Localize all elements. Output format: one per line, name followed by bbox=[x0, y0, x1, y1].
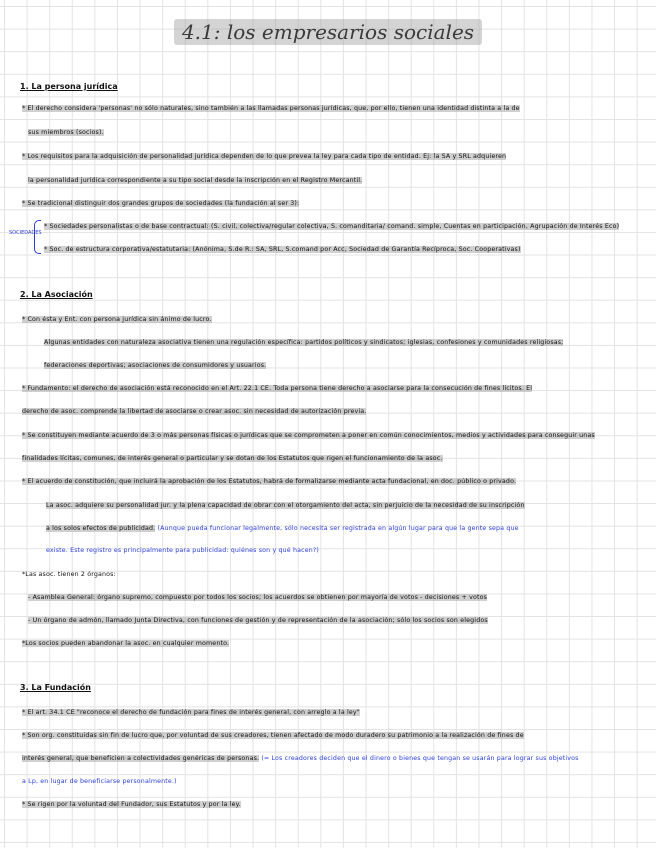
section-2-heading: 2. La Asociación bbox=[20, 290, 93, 299]
s1-line-3: * Los requisitos para la adquisición de personalidad jurídica dependen de lo que prevea la ley para cada tipo de entidad. Ej: la SA y SRL adquieren bbox=[22, 153, 507, 160]
s3-blue-2: a Lp, en lugar de beneficiarse personalmente.) bbox=[22, 778, 177, 785]
s2-blue-1: (Aunque pueda funcionar legalmente, sólo necesita ser registrada en algún lugar para que la gente sepa que bbox=[157, 525, 519, 532]
s1-line-1: * El derecho considera 'personas' no sólo naturales, sino también a las llamadas personas jurídicas, que, por ello, tienen una identidad distinta a la de bbox=[22, 105, 520, 112]
s2-line-4: * Fundamento: el derecho de asociación está reconocido en el Art. 22.1 CE. Toda persona tiene derecho a asociarse para la consecución de fines lícitos. El bbox=[22, 385, 533, 392]
s2-line-1: * Con ésta y Ent. con persona jurídica sin ánimo de lucro. bbox=[22, 316, 212, 323]
s2-line-11: *Las asoc. tienen 2 órganos: bbox=[22, 571, 116, 578]
s1-line-5: * Se tradicional distinguir dos grandes grupos de sociedades (la fundación al ser 3): bbox=[22, 200, 300, 207]
s2-line-8: * El acuerdo de constitución, que incluirá la aprobación de los Estatutos, habrá de formalizarse mediante acta fundacional, en doc. público o privado. bbox=[22, 478, 517, 485]
s1-line-4: la personalidad jurídica correspondiente a su tipo social desde la inscripción en el Registro Mercantil. bbox=[28, 177, 363, 184]
s2-line-2: Algunas entidades con naturaleza asociativa tienen una regulación específica: partidos políticos y sindicatos; iglesias, confesiones y comunidades religiosas; bbox=[44, 339, 564, 346]
section-1-heading: 1. La persona jurídica bbox=[20, 82, 118, 91]
s3-line-2: * Son org. constituidas sin fin de lucro que, por voluntad de sus creadores, tienen afectado de modo duradero su patrimonio a la realización de fines de bbox=[22, 732, 524, 739]
side-note: SOCIEDADES bbox=[9, 230, 42, 236]
s3-line-1: * El art. 34.1 CE "reconoce el derecho de fundación para fines de interés general, con arreglo a la ley" bbox=[22, 709, 360, 716]
section-3-heading: 3. La Fundación bbox=[20, 683, 91, 692]
s2-line-6: * Se constituyen mediante acuerdo de 3 o más personas físicas o jurídicas que se comprometen a poner en común conocimientos, medios y actividades para conseguir unas bbox=[22, 432, 595, 439]
blue-brace bbox=[34, 220, 41, 254]
s2-line-5: derecho de asoc. comprende la libertad de asociarse o crear asoc. sin necesidad de autorización previa. bbox=[22, 408, 367, 415]
s3-blue-1: (= Los creadores deciden que el dinero o bienes que tengan se usarán para lograr sus objetivos bbox=[261, 755, 579, 762]
s2-line-9: La asoc. adquiere su personalidad jur. y la plena capacidad de obrar con el otorgamiento del acta, sin perjuicio de la necesidad de su inscripción bbox=[46, 502, 525, 509]
page-title bbox=[0, 20, 656, 44]
s1-line-6: * Sociedades personalistas o de base contractual: (S. civil, colectiva/regular colectiva, S. comanditaria/ comand. simple, Cuentas en participación, Agrupación de Interés Eco) bbox=[44, 223, 620, 230]
s2-line-7: finalidades lícitas, comunes, de interés general o particular y se dotan de los Estatutos que rigen el funcionamiento de la asoc. bbox=[22, 455, 443, 462]
s3-line-4: * Se rigen por la voluntad del Fundador, sus Estatutos y por la ley. bbox=[22, 801, 241, 808]
s2-line-14: *Los socios pueden abandonar la asoc. en cualquier momento. bbox=[22, 640, 230, 647]
s1-line-2: sus miembros (socios). bbox=[28, 129, 104, 136]
title-text: 4.1: los empresarios sociales bbox=[174, 19, 482, 45]
s2-line-3: federaciones deportivas; asociaciones de consumidores y usuarios. bbox=[44, 362, 267, 369]
s2-line-10: a los solos efectos de publicidad. (Aunque pueda funcionar legalmente, sólo necesita ser registrada en algún lugar para que la gente sepa que bbox=[46, 525, 519, 532]
s1-line-7: * Soc. de estructura corporativa/estatutaria: (Anónima, S.de R.: SA, SRL, S.comand por Acc, Sociedad de Garantía Recíproca, Soc. Cooperativas) bbox=[44, 246, 521, 253]
s2-blue-2: existe. Este registro es principalmente para publicidad: quiénes son y qué hacen?) bbox=[46, 547, 319, 554]
s3-line-3: interés general, que beneficien a colectividades genéricas de personas. (= Los creadores deciden que el dinero o bienes que tengan se usarán para lograr sus objetivos bbox=[22, 755, 579, 762]
s2-line-13: - Un órgano de admón, llamado Junta Directiva, con funciones de gestión y de representación de la asociación; sólo los socios son elegidos bbox=[28, 617, 488, 624]
s2-line-12: - Asamblea General: órgano supremo, compuesto por todos los socios; los acuerdos se obtienen por mayoría de votos - decisiones + votos bbox=[28, 594, 488, 601]
